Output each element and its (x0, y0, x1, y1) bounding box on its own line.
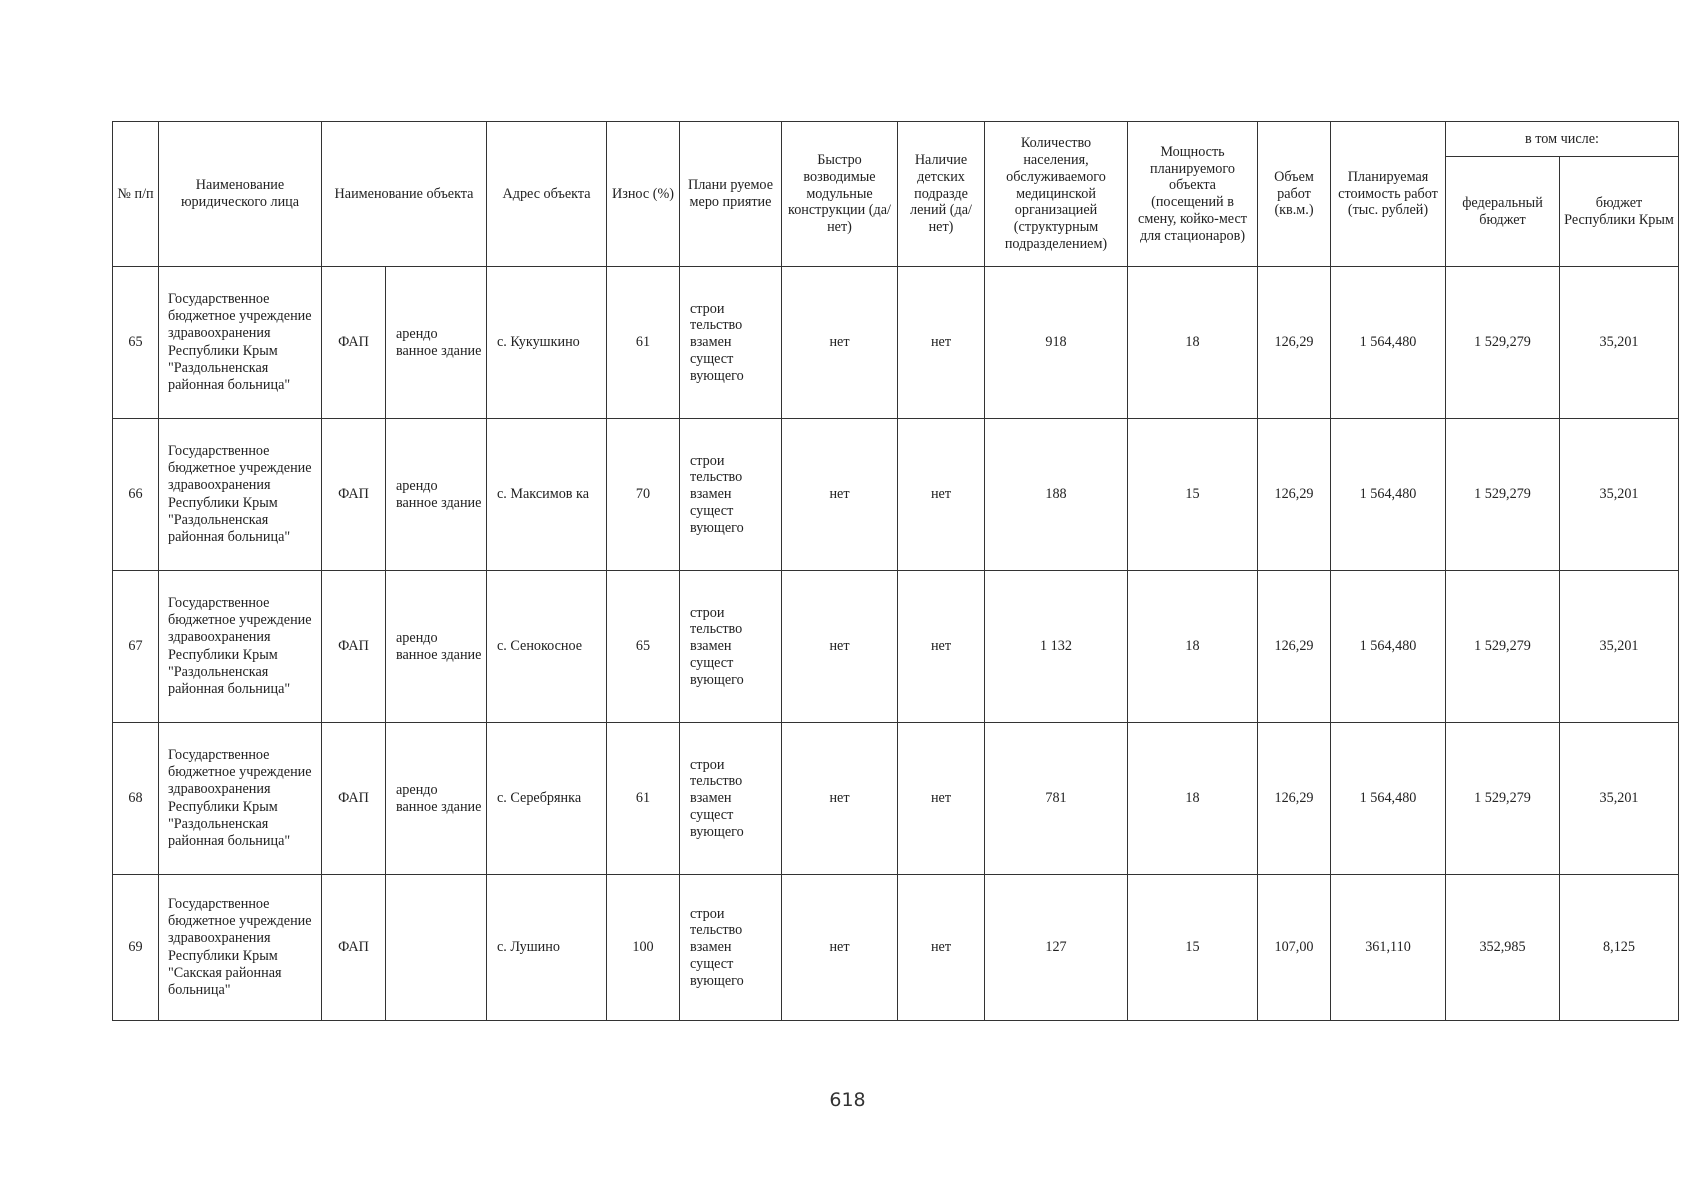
header-cost: Планируемая стоимость работ (тыс. рублей) (1331, 122, 1446, 267)
cell-object-short: ФАП (322, 419, 386, 571)
cell-planned-measure: строи тельство взамен сущест вующего (680, 571, 782, 723)
cell-address: с. Лушино (487, 875, 607, 1021)
cell-object-type: арендо ванное здание (386, 419, 487, 571)
cell-num: 67 (113, 571, 159, 723)
cell-wear: 61 (607, 267, 680, 419)
cell-population: 188 (985, 419, 1128, 571)
cell-object-type: арендо ванное здание (386, 571, 487, 723)
cell-object-short: ФАП (322, 723, 386, 875)
header-including: в том числе: (1446, 122, 1679, 157)
cell-address: с. Максимов ка (487, 419, 607, 571)
cell-children: нет (898, 267, 985, 419)
cell-num: 68 (113, 723, 159, 875)
cell-volume: 126,29 (1258, 267, 1331, 419)
header-legal-entity: Наименование юридического лица (159, 122, 322, 267)
cell-population: 918 (985, 267, 1128, 419)
table-row (113, 875, 1679, 1021)
header-federal: федеральный бюджет (1446, 157, 1560, 267)
cell-object-short: ФАП (322, 571, 386, 723)
header-address: Адрес объекта (487, 122, 607, 267)
cell-regional: 8,125 (1560, 875, 1679, 1021)
cell-legal-entity: Государственное бюджетное учреждение здравоохранения Республики Крым "Раздольненская районная больница" (159, 419, 322, 571)
cell-children: нет (898, 571, 985, 723)
cell-children: нет (898, 419, 985, 571)
cell-regional: 35,201 (1560, 419, 1679, 571)
cell-modular: нет (782, 267, 898, 419)
cell-regional: 35,201 (1560, 571, 1679, 723)
cell-cost: 361,110 (1331, 875, 1446, 1021)
cell-federal: 1 529,279 (1446, 267, 1560, 419)
cell-wear: 65 (607, 571, 680, 723)
data-table (112, 121, 1679, 1021)
cell-modular: нет (782, 571, 898, 723)
cell-planned-measure: строи тельство взамен сущест вующего (680, 267, 782, 419)
cell-federal: 1 529,279 (1446, 723, 1560, 875)
cell-modular: нет (782, 419, 898, 571)
cell-legal-entity: Государственное бюджетное учреждение здравоохранения Республики Крым "Раздольненская районная больница" (159, 571, 322, 723)
cell-object-short: ФАП (322, 875, 386, 1021)
page-number: 618 (829, 1089, 866, 1111)
cell-volume: 126,29 (1258, 419, 1331, 571)
header-modular: Быстро возводимые модульные конструкции (да/нет) (782, 122, 898, 267)
cell-num: 66 (113, 419, 159, 571)
header-capacity: Мощность планируемого объекта (посещений в смену, койко-мест для стационаров) (1128, 122, 1258, 267)
cell-children: нет (898, 723, 985, 875)
cell-regional: 35,201 (1560, 267, 1679, 419)
header-population: Количество населения, обслуживаемого медицинской организацией (структурным подразделением) (985, 122, 1128, 267)
cell-volume: 107,00 (1258, 875, 1331, 1021)
cell-cost: 1 564,480 (1331, 723, 1446, 875)
cell-legal-entity: Государственное бюджетное учреждение здравоохранения Республики Крым "Раздольненская районная больница" (159, 723, 322, 875)
cell-object-type (386, 875, 487, 1021)
cell-address: с. Серебрянка (487, 723, 607, 875)
cell-num: 65 (113, 267, 159, 419)
cell-capacity: 18 (1128, 267, 1258, 419)
cell-population: 781 (985, 723, 1128, 875)
table-body (113, 267, 1679, 1021)
cell-volume: 126,29 (1258, 571, 1331, 723)
cell-object-type: арендо ванное здание (386, 723, 487, 875)
table-row (113, 419, 1679, 571)
cell-legal-entity: Государственное бюджетное учреждение здравоохранения Республики Крым "Сакская районная больница" (159, 875, 322, 1021)
cell-cost: 1 564,480 (1331, 267, 1446, 419)
header-wear: Износ (%) (607, 122, 680, 267)
cell-legal-entity: Государственное бюджетное учреждение здравоохранения Республики Крым "Раздольненская районная больница" (159, 267, 322, 419)
cell-wear: 61 (607, 723, 680, 875)
header-num: № п/п (113, 122, 159, 267)
header-children: Наличие детских подразде лений (да/нет) (898, 122, 985, 267)
header-volume: Объем работ (кв.м.) (1258, 122, 1331, 267)
cell-address: с. Кукушкино (487, 267, 607, 419)
header-regional: бюджет Республики Крым (1560, 157, 1679, 267)
table-row (113, 267, 1679, 419)
cell-wear: 70 (607, 419, 680, 571)
cell-population: 127 (985, 875, 1128, 1021)
cell-object-type: арендо ванное здание (386, 267, 487, 419)
cell-capacity: 18 (1128, 723, 1258, 875)
cell-planned-measure: строи тельство взамен сущест вующего (680, 723, 782, 875)
cell-population: 1 132 (985, 571, 1128, 723)
cell-federal: 1 529,279 (1446, 419, 1560, 571)
cell-planned-measure: строи тельство взамен сущест вующего (680, 875, 782, 1021)
cell-wear: 100 (607, 875, 680, 1021)
cell-modular: нет (782, 875, 898, 1021)
header-planned-measure: Плани руемое меро приятие (680, 122, 782, 267)
cell-federal: 1 529,279 (1446, 571, 1560, 723)
cell-volume: 126,29 (1258, 723, 1331, 875)
cell-modular: нет (782, 723, 898, 875)
cell-cost: 1 564,480 (1331, 419, 1446, 571)
cell-cost: 1 564,480 (1331, 571, 1446, 723)
cell-num: 69 (113, 875, 159, 1021)
cell-children: нет (898, 875, 985, 1021)
cell-capacity: 15 (1128, 419, 1258, 571)
cell-address: с. Сенокосное (487, 571, 607, 723)
cell-federal: 352,985 (1446, 875, 1560, 1021)
header-object-name: Наименование объекта (322, 122, 487, 267)
cell-capacity: 18 (1128, 571, 1258, 723)
table-row (113, 723, 1679, 875)
cell-regional: 35,201 (1560, 723, 1679, 875)
cell-planned-measure: строи тельство взамен сущест вующего (680, 419, 782, 571)
table-row (113, 571, 1679, 723)
cell-capacity: 15 (1128, 875, 1258, 1021)
cell-object-short: ФАП (322, 267, 386, 419)
